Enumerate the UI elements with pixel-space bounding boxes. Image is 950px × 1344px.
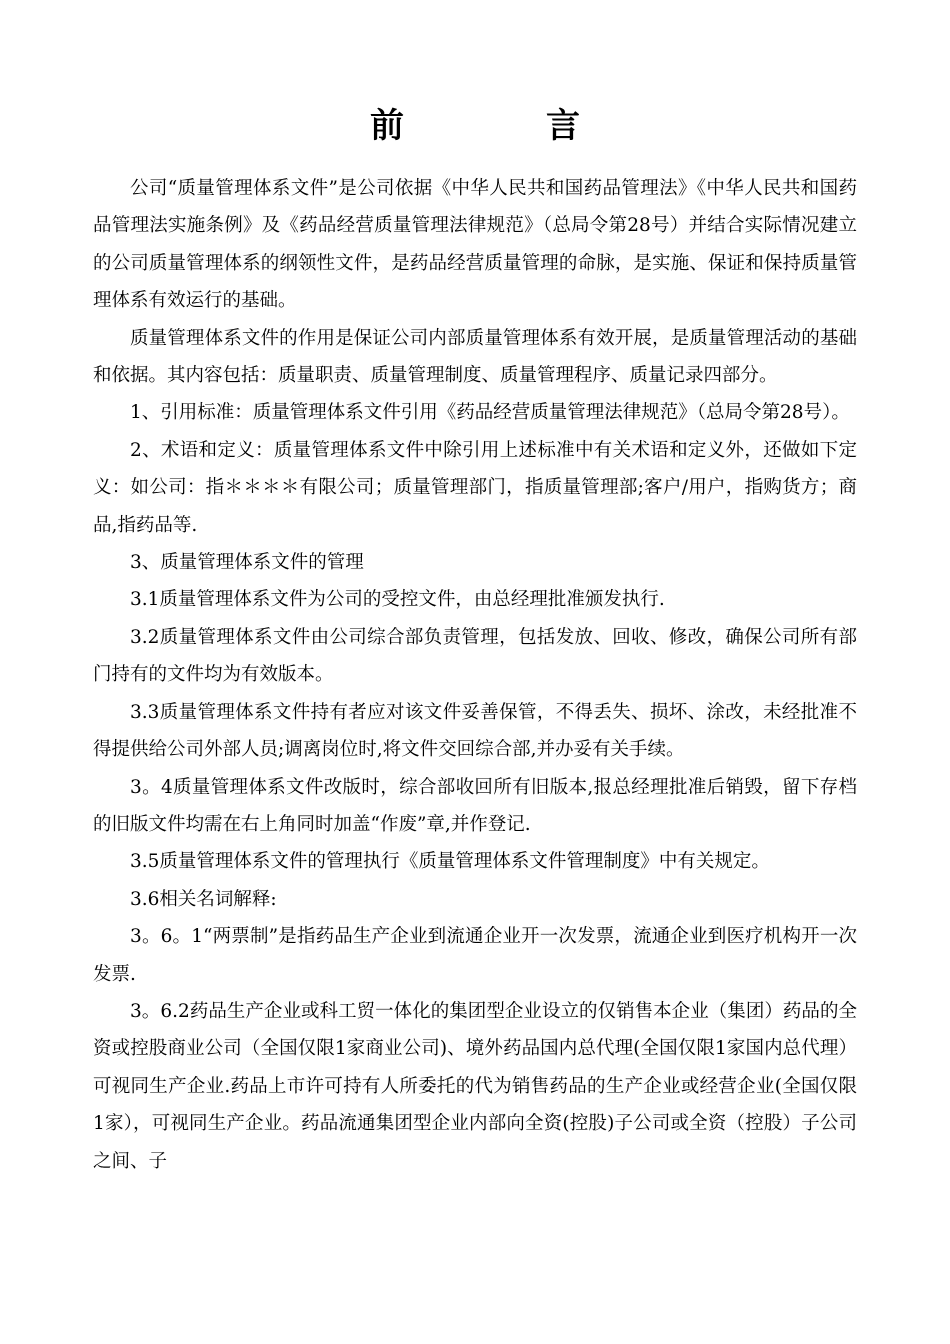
paragraph: 3.3质量管理体系文件持有者应对该文件妥善保管，不得丢失、损坏、涂改，未经批准不得提供给公司外部人员;调离岗位时,将文件交回综合部,并办妥有关手续。	[93, 701, 857, 761]
paragraph: 3、质量管理体系文件的管理	[130, 552, 364, 574]
paragraph: 3。4质量管理体系文件改版时，综合部收回所有旧版本,报总经理批准后销毁，留下存档的旧版文件均需在右上角同时加盖“作废”章,并作登记.	[93, 776, 857, 835]
paragraph: 1、引用标准：质量管理体系文件引用《药品经营质量管理法律规范》（总局令第28号）。	[130, 402, 850, 424]
paragraph: 3。6.2药品生产企业或科工贸一体化的集团型企业设立的仅销售本企业（集团）药品的全资或控股商业公司（全国仅限1家商业公司)、境外药品国内总代理(全国仅限1家国内总代理）可视同生产企业.药品上市许可持有人所委托的代为销售药品的生产企业或经营企业(全国仅限1家），可视同生产企业。药品流通集团型企业内部向全资(控股)子公司或全资（控股）子公司之间、子	[93, 1000, 857, 1172]
paragraph: 3.6相关名词解释:	[130, 888, 277, 910]
paragraph: 公司“质量管理体系文件”是公司依据《中华人民共和国药品管理法》《中华人民共和国药品管理法实施条例》及《药品经营质量管理法律规范》（总局令第28号）并结合实际情况建立的公司质量管理体系的纲领性文件，是药品经营质量管理的命脉，是实施、保证和保持质量管理体系有效运行的基础。	[93, 178, 857, 312]
paragraph: 质量管理体系文件的作用是保证公司内部质量管理体系有效开展，是质量管理活动的基础和依据。其内容包括：质量职责、质量管理制度、质量管理程序、质量记录四部分。	[93, 327, 857, 387]
document-title: 前 言	[370, 106, 634, 146]
paragraph: 3.1质量管理体系文件为公司的受控文件，由总经理批准颁发执行.	[130, 589, 665, 611]
paragraph: 3.2质量管理体系文件由公司综合部负责管理，包括发放、回收、修改，确保公司所有部门持有的文件均为有效版本。	[93, 626, 857, 686]
paragraph: 3.5质量管理体系文件的管理执行《质量管理体系文件管理制度》中有关规定。	[130, 851, 770, 873]
paragraph: 3。6。1“两票制”是指药品生产企业到流通企业开一次发票，流通企业到医疗机构开一次发票.	[93, 926, 857, 985]
paragraph: 2、术语和定义：质量管理体系文件中除引用上述标准中有关术语和定义外，还做如下定义：如公司：指＊＊＊＊有限公司；质量管理部门，指质量管理部;客户/用户，指购货方；商品,指药品等.	[93, 439, 857, 536]
document-body	[93, 170, 857, 1180]
